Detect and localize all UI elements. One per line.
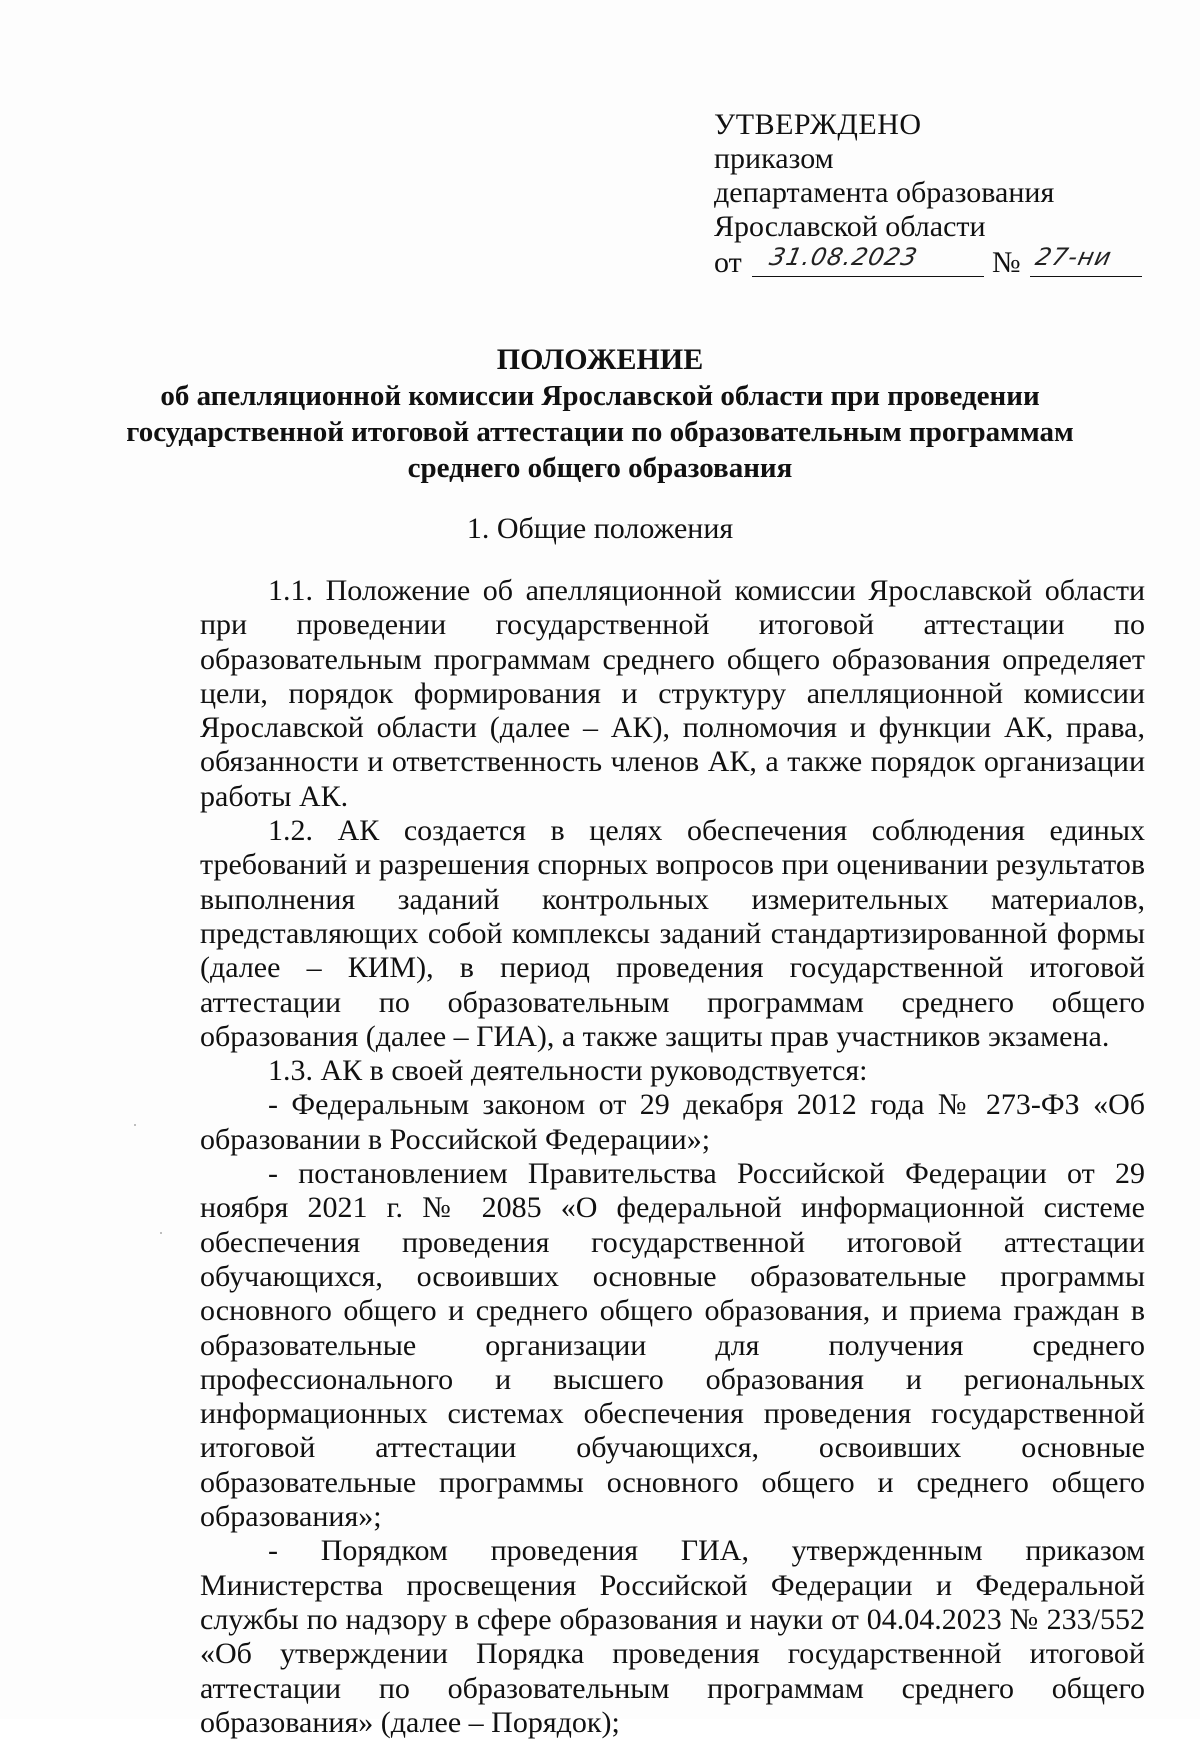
number-label: № xyxy=(992,246,1021,279)
document-title xyxy=(100,342,1100,486)
paragraph-1-3: 1.3. АК в своей деятельности руководствуется: xyxy=(268,1054,868,1088)
list-item-federal-law: - Федеральным законом от 29 декабря 2012 года № 273-ФЗ «Об образовании в Российской Федерации»; xyxy=(200,1088,1145,1156)
approval-line-department: департамента образования xyxy=(714,176,1055,209)
title-subtitle-line3: среднего общего образования xyxy=(407,452,793,484)
section-heading: 1. Общие положения xyxy=(466,512,734,545)
approval-line-order: приказом xyxy=(714,142,834,175)
approval-line-region: Ярославской области xyxy=(714,210,986,243)
handwritten-date: 31.08.2023 xyxy=(767,243,921,271)
list-item-government-decree: - постановлением Правительства Российской Федерации от 29 ноября 2021 г. № 2085 «О федеральной информационной системе обеспечения проведения государственной итоговой аттестации обучающихся, освоивших основные образовательные программы основного общего и среднего общего образования, и приема граждан в образовательные организации для получения среднего профессионального и высшего образования и региональных информационных системах обеспечения проведения государственной итоговой аттестации обучающихся, освоивших основные образовательные программы основного общего и среднего общего образования»; xyxy=(200,1157,1145,1534)
paragraph-1-2: 1.2. АК создается в целях обеспечения соблюдения единых требований и разрешения спорных вопросов при оценивании результатов выполнения заданий контрольных измерительных материалов, представляющих собой комплексы заданий стандартизированной формы (далее – КИМ), в период проведения государственной итоговой аттестации по образовательным программам среднего общего образования (далее – ГИА), а также защиты прав участников экзамена. xyxy=(200,814,1145,1053)
approval-date-number-row xyxy=(714,243,1154,282)
list-item-gia-procedure: - Порядком проведения ГИА, утвержденным приказом Министерства просвещения Российской Федерации и Федеральной службы по надзору в сфере образования и науки от 04.04.2023 № 233/552 «Об утверждении Порядка проведения государственной итоговой аттестации по образовательным программам среднего общего образования» (далее – Порядок); xyxy=(200,1534,1145,1739)
paragraph-1-1: 1.1. Положение об апелляционной комиссии Ярославской области при проведении государственной итоговой аттестации по образовательным программам среднего общего образования определяет цели, порядок формирования и структуру апелляционной комиссии Ярославской области (далее – АК), полномочия и функции АК, права, обязанности и ответственность членов АК, а также порядок организации работы АК. xyxy=(200,574,1145,813)
document-body xyxy=(200,574,1145,1740)
title-main: ПОЛОЖЕНИЕ xyxy=(496,343,704,376)
scan-speck xyxy=(134,1124,136,1126)
scan-speck xyxy=(160,1232,162,1234)
handwritten-number: 27-ни xyxy=(1033,243,1115,271)
approval-heading: УТВЕРЖДЕНО xyxy=(714,108,922,141)
number-underline xyxy=(1030,276,1142,277)
title-subtitle-line2: государственной итоговой аттестации по образовательным программам xyxy=(126,416,1074,448)
date-underline xyxy=(752,276,984,277)
approval-block xyxy=(714,108,1154,282)
from-label: от xyxy=(714,246,742,279)
title-subtitle-line1: об апелляционной комиссии Ярославской области при проведении xyxy=(160,380,1040,412)
